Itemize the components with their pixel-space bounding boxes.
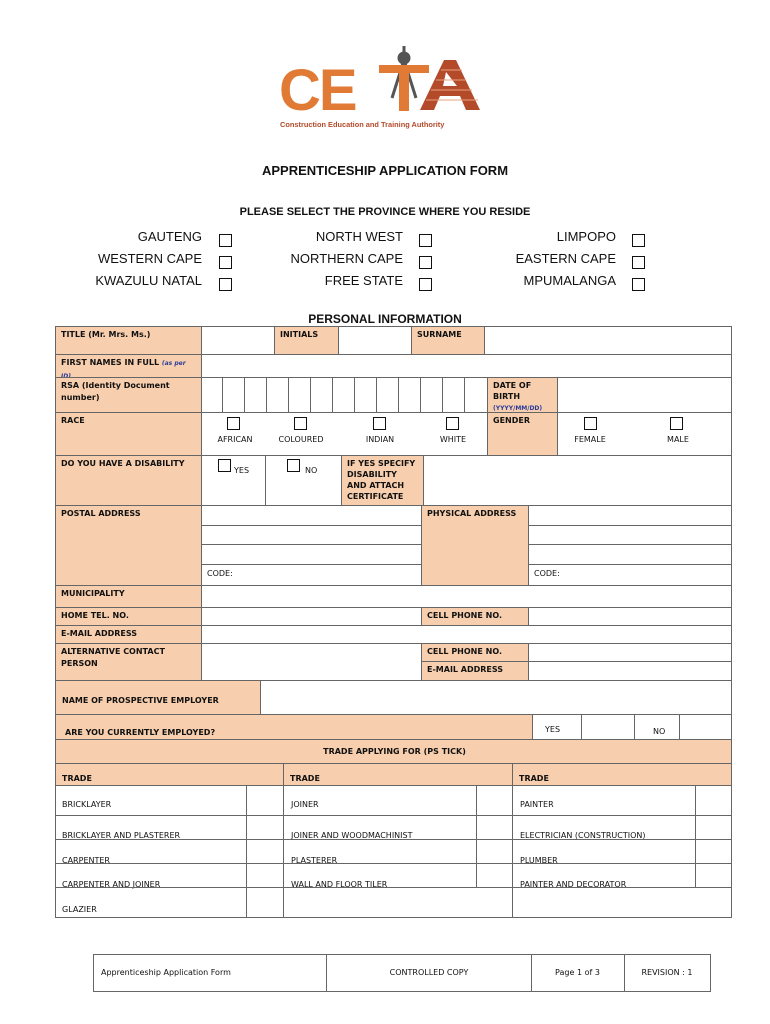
employed-label-cell bbox=[55, 714, 533, 740]
trade-row bbox=[55, 815, 247, 840]
physical-address-line-1[interactable] bbox=[528, 505, 732, 526]
race-checkbox-white[interactable] bbox=[446, 417, 459, 430]
physical-code-field[interactable]: CODE: bbox=[528, 564, 732, 586]
province-checkbox-mpumalanga[interactable] bbox=[632, 278, 645, 291]
dob-format: (YYYY/MM/DD) bbox=[493, 405, 543, 412]
trade-tick-carpenter-joiner[interactable] bbox=[246, 863, 284, 888]
trade-tick-joiner-woodmachinist[interactable] bbox=[476, 815, 513, 840]
page-footer bbox=[93, 954, 711, 992]
trade-tick-bricklayer-plasterer[interactable] bbox=[246, 815, 284, 840]
postal-address-line-3[interactable] bbox=[201, 544, 422, 565]
disability-specify-label: IF YES SPECIFY DISABILITY AND ATTACH CERTIFICATE bbox=[341, 455, 424, 506]
id-digit-13[interactable] bbox=[464, 377, 488, 413]
first-names-note: (as per bbox=[161, 360, 186, 367]
trade-joiner: JOINER bbox=[291, 800, 319, 809]
province-label-gauteng: GAUTENG bbox=[137, 229, 202, 244]
footer-controlled-copy: CONTROLLED COPY bbox=[327, 955, 532, 991]
alt-cell-phone-input[interactable] bbox=[528, 643, 732, 662]
gender-checkbox-female[interactable] bbox=[584, 417, 597, 430]
province-label-free-state: FREE STATE bbox=[324, 273, 403, 288]
trade-row bbox=[283, 815, 477, 840]
trade-carpenter-joiner: CARPENTER AND JOINER bbox=[62, 880, 161, 889]
id-digit-5[interactable] bbox=[288, 377, 311, 413]
trade-tick-joiner[interactable] bbox=[476, 785, 513, 816]
trade-electrician: ELECTRICIAN (CONSTRUCTION) bbox=[520, 831, 646, 840]
footer-document-name: Apprenticeship Application Form bbox=[94, 955, 327, 991]
id-digit-1[interactable] bbox=[201, 377, 223, 413]
id-digit-11[interactable] bbox=[420, 377, 443, 413]
municipality-input[interactable] bbox=[201, 585, 732, 608]
trade-row bbox=[512, 815, 696, 840]
province-label-eastern-cape: EASTERN CAPE bbox=[515, 251, 616, 266]
employed-no-cell bbox=[634, 714, 680, 740]
trade-row bbox=[55, 839, 247, 864]
trade-tick-painter[interactable] bbox=[695, 785, 732, 816]
home-tel-label: HOME TEL. NO. bbox=[55, 607, 202, 626]
ceta-logo bbox=[276, 38, 496, 133]
surname-label: SURNAME bbox=[411, 326, 485, 355]
surname-input[interactable] bbox=[484, 326, 732, 355]
trade-row bbox=[512, 863, 696, 888]
trade-plasterer: PLASTERER bbox=[291, 856, 338, 865]
dob-input[interactable] bbox=[557, 377, 732, 413]
race-checkbox-indian[interactable] bbox=[373, 417, 386, 430]
id-digit-7[interactable] bbox=[332, 377, 355, 413]
id-digit-4[interactable] bbox=[266, 377, 289, 413]
section-title-personal-information: PERSONAL INFORMATION bbox=[308, 312, 462, 326]
trade-row bbox=[55, 863, 247, 888]
race-checkbox-coloured[interactable] bbox=[294, 417, 307, 430]
physical-address-label: PHYSICAL ADDRESS bbox=[421, 505, 529, 586]
trade-row-empty bbox=[512, 887, 732, 918]
province-label-kwazulu-natal: KWAZULU NATAL bbox=[95, 273, 202, 288]
alt-email-label: E-MAIL ADDRESS bbox=[421, 661, 529, 681]
gender-label: GENDER bbox=[487, 412, 558, 456]
form-title: APPRENTICESHIP APPLICATION FORM bbox=[261, 163, 509, 178]
trade-tick-carpenter[interactable] bbox=[246, 839, 284, 864]
disability-no-cell bbox=[265, 455, 342, 506]
trade-plumber: PLUMBER bbox=[520, 856, 558, 865]
employed-label: ARE YOU CURRENTLY EMPLOYED? bbox=[65, 728, 216, 737]
trade-tick-plasterer[interactable] bbox=[476, 839, 513, 864]
trade-header-1-cell bbox=[55, 763, 284, 786]
province-label-northern-cape: NORTHERN CAPE bbox=[290, 251, 403, 266]
physical-address-line-2[interactable] bbox=[528, 525, 732, 545]
province-checkbox-limpopo[interactable] bbox=[632, 234, 645, 247]
employed-yes-label: YES bbox=[545, 725, 561, 734]
dob-label: DATE OF BIRTH (YYYY/MM/DD) bbox=[487, 377, 558, 413]
municipality-label: MUNICIPALITY bbox=[55, 585, 202, 608]
province-label-mpumalanga: MPUMALANGA bbox=[523, 273, 616, 288]
employer-input[interactable] bbox=[260, 680, 732, 715]
province-checkbox-free-state[interactable] bbox=[419, 278, 432, 291]
gender-checkbox-male[interactable] bbox=[670, 417, 683, 430]
id-digit-2[interactable] bbox=[222, 377, 245, 413]
race-label-coloured: COLOURED bbox=[278, 435, 324, 444]
trade-header-3-cell bbox=[512, 763, 732, 786]
first-names-input[interactable] bbox=[201, 354, 732, 378]
trade-tick-wall-floor-tiler[interactable] bbox=[476, 863, 513, 888]
trade-heading-cell bbox=[55, 739, 732, 764]
province-checkbox-north-west[interactable] bbox=[419, 234, 432, 247]
trade-row bbox=[512, 785, 696, 816]
trade-carpenter: CARPENTER bbox=[62, 856, 110, 865]
personal-information-table bbox=[55, 326, 732, 918]
first-names-label: FIRST NAMES IN FULL (as per bbox=[55, 354, 202, 378]
race-label-african: AFRICAN bbox=[217, 435, 253, 444]
alt-cell-phone-label: CELL PHONE NO. bbox=[421, 643, 529, 662]
employed-no-input[interactable] bbox=[679, 714, 732, 740]
rsa-id-label: RSA (Identity Document number) bbox=[55, 377, 202, 413]
trade-tick-plumber[interactable] bbox=[695, 839, 732, 864]
race-label-white: WHITE bbox=[439, 435, 467, 444]
physical-address-line-3[interactable] bbox=[528, 544, 732, 565]
alt-email-input[interactable] bbox=[528, 661, 732, 681]
province-label-north-west: NORTH WEST bbox=[315, 229, 403, 244]
disability-no-label: NO bbox=[305, 466, 318, 475]
id-digit-3[interactable] bbox=[244, 377, 267, 413]
trade-row bbox=[55, 887, 247, 918]
trade-painter-decorator: PAINTER AND DECORATOR bbox=[520, 880, 627, 889]
trade-joiner-woodmachinist: JOINER AND WOODMACHINIST bbox=[291, 831, 413, 840]
province-checkbox-northern-cape[interactable] bbox=[419, 256, 432, 269]
trade-row-empty bbox=[283, 887, 513, 918]
employer-label: NAME OF PROSPECTIVE EMPLOYER bbox=[62, 696, 219, 705]
trade-heading: TRADE APPLYING FOR (PS TICK) bbox=[323, 747, 466, 756]
title-label: TITLE (Mr. Mrs. Ms.) bbox=[55, 326, 202, 355]
trade-row bbox=[283, 863, 477, 888]
postal-code-field[interactable]: CODE: bbox=[201, 564, 422, 586]
disability-label: DO YOU HAVE A DISABILITY bbox=[55, 455, 202, 506]
trade-bricklayer-plasterer: BRICKLAYER AND PLASTERER bbox=[62, 831, 181, 840]
trade-row bbox=[283, 839, 477, 864]
trade-row bbox=[512, 839, 696, 864]
alt-contact-label: ALTERNATIVE CONTACT PERSON bbox=[55, 643, 202, 681]
trade-header-2-cell bbox=[283, 763, 513, 786]
trade-painter: PAINTER bbox=[520, 800, 554, 809]
cell-phone-label: CELL PHONE NO. bbox=[421, 607, 529, 626]
title-input[interactable] bbox=[201, 326, 275, 355]
alt-contact-input[interactable] bbox=[201, 643, 422, 681]
disability-yes-cell bbox=[201, 455, 266, 506]
footer-page-number: Page 1 of 3 bbox=[531, 955, 625, 991]
race-checkbox-african[interactable] bbox=[227, 417, 240, 430]
id-digit-6[interactable] bbox=[310, 377, 333, 413]
trade-tick-electrician[interactable] bbox=[695, 815, 732, 840]
province-checkbox-western-cape[interactable] bbox=[219, 256, 232, 269]
trade-header-3: TRADE bbox=[519, 774, 549, 783]
disability-checkbox-no[interactable] bbox=[287, 459, 300, 472]
email-input[interactable] bbox=[201, 625, 732, 644]
disability-specify-input[interactable] bbox=[423, 455, 732, 506]
race-options-cell bbox=[201, 412, 488, 456]
disability-checkbox-yes[interactable] bbox=[218, 459, 231, 472]
trade-row bbox=[55, 785, 247, 816]
employer-label-cell bbox=[55, 680, 261, 715]
disability-yes-label: YES bbox=[234, 466, 250, 475]
gender-label-male: MALE bbox=[667, 435, 689, 444]
employed-yes-input[interactable] bbox=[581, 714, 635, 740]
trade-row bbox=[283, 785, 477, 816]
province-checkbox-gauteng[interactable] bbox=[219, 234, 232, 247]
svg-text:CE: CE bbox=[279, 58, 356, 123]
id-digit-12[interactable] bbox=[442, 377, 465, 413]
trade-tick-painter-decorator[interactable] bbox=[695, 863, 732, 888]
province-label-limpopo: LIMPOPO bbox=[556, 229, 616, 244]
province-prompt: PLEASE SELECT THE PROVINCE WHERE YOU RESIDE bbox=[239, 206, 531, 218]
trade-tick-glazier[interactable] bbox=[246, 887, 284, 918]
postal-address-line-2[interactable] bbox=[201, 525, 422, 545]
race-label-indian: INDIAN bbox=[365, 435, 395, 444]
email-label: E-MAIL ADDRESS bbox=[55, 625, 202, 644]
trade-wall-floor-tiler: WALL AND FLOOR TILER bbox=[291, 880, 388, 889]
initials-label: INITIALS bbox=[274, 326, 339, 355]
id-digit-8[interactable] bbox=[354, 377, 377, 413]
trade-bricklayer: BRICKLAYER bbox=[62, 800, 112, 809]
id-digit-10[interactable] bbox=[398, 377, 421, 413]
trade-glazier: GLAZIER bbox=[62, 905, 97, 914]
trade-header-1: TRADE bbox=[62, 774, 92, 783]
province-checkbox-eastern-cape[interactable] bbox=[632, 256, 645, 269]
province-checkbox-kwazulu-natal[interactable] bbox=[219, 278, 232, 291]
trade-header-2: TRADE bbox=[290, 774, 320, 783]
id-digit-9[interactable] bbox=[376, 377, 399, 413]
employed-yes-cell bbox=[532, 714, 582, 740]
footer-revision: REVISION : 1 bbox=[641, 968, 693, 977]
initials-input[interactable] bbox=[338, 326, 412, 355]
province-label-western-cape: WESTERN CAPE bbox=[97, 251, 202, 266]
cell-phone-input[interactable] bbox=[528, 607, 732, 626]
employed-no-label: NO bbox=[653, 727, 666, 736]
gender-label-female: FEMALE bbox=[574, 435, 606, 444]
postal-address-label: POSTAL ADDRESS bbox=[55, 505, 202, 586]
postal-address-line-1[interactable] bbox=[201, 505, 422, 526]
home-tel-input[interactable] bbox=[201, 607, 422, 626]
logo-tagline: Construction Education and Training Authority bbox=[280, 120, 445, 129]
trade-tick-bricklayer[interactable] bbox=[246, 785, 284, 816]
race-label: RACE bbox=[55, 412, 202, 456]
